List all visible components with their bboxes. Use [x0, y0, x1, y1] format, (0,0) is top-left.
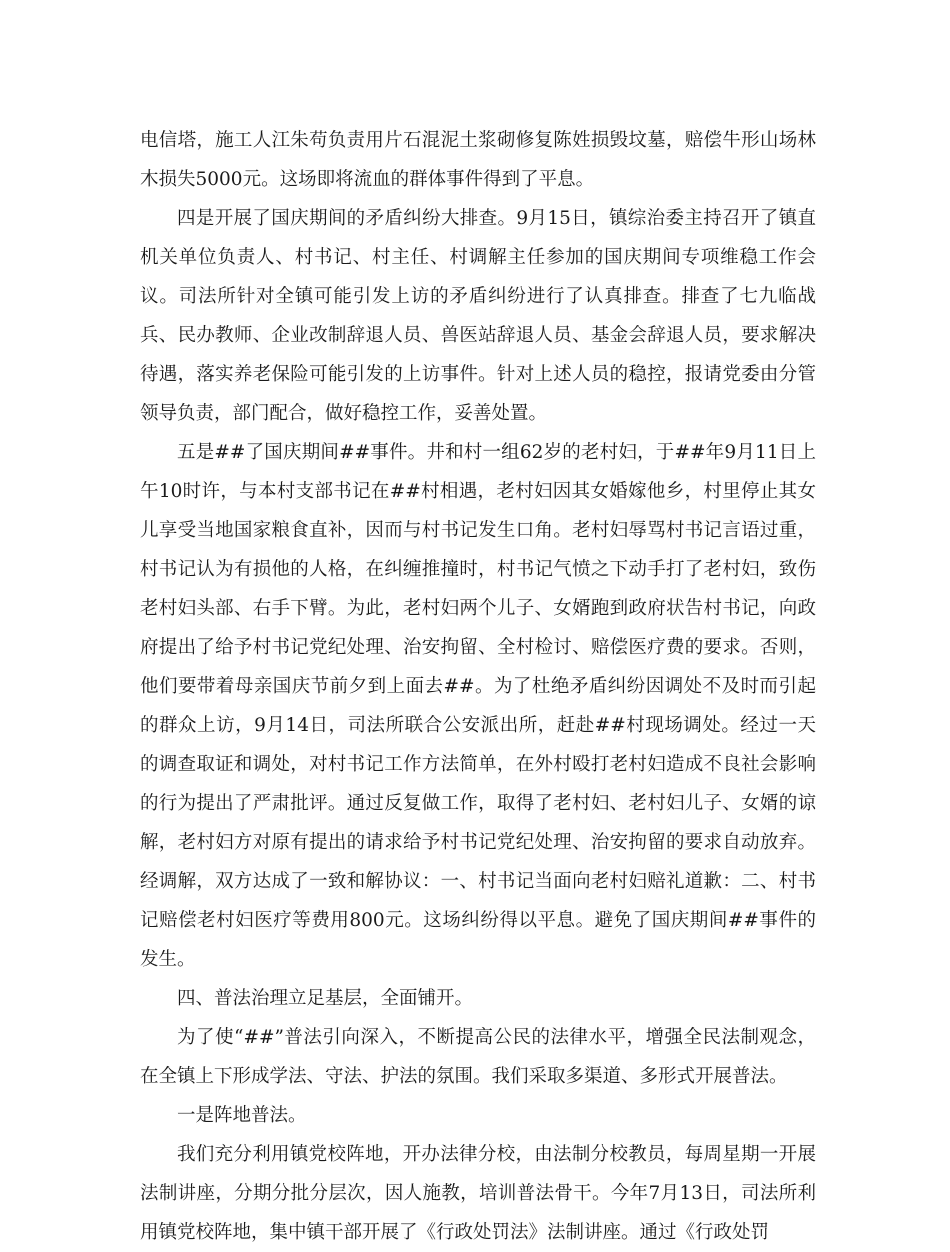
paragraph-law-education-intro: 为了使“##”普法引向深入，不断提高公民的法律水平，增强全民法制观念，在全镇上下形成学法、守法、护法的氛围。我们采取多渠道、多形式开展普法。: [140, 1027, 816, 1087]
section-heading-law-education: 四、普法治理立足基层，全面铺开。: [177, 988, 474, 1009]
subheading-venue-education: 一是阵地普法。: [177, 1105, 307, 1126]
paragraph-party-school: 我们充分利用镇党校阵地，开办法律分校，由法制分校教员，每周星期一开展法制讲座，分期分批分层次，因人施教，培训普法骨干。今年7月13日，司法所利用镇党校阵地，集中镇干部开展了《行政处罚法》法制讲座。通过《行政处罚: [140, 1144, 816, 1243]
paragraph-continuation: 电信塔，施工人江朱苟负责用片石混泥土浆砌修复陈姓损毁坟墓，赔偿牛形山场林木损失5000元。这场即将流血的群体事件得到了平息。: [140, 130, 816, 190]
document-body: [140, 121, 816, 1252]
paragraph-village-incident: 五是##了国庆期间##事件。井和村一组62岁的老村妇，于##年9月11日上午10时许，与本村支部书记在##村相遇，老村妇因其女婚嫁他乡，村里停止其女儿享受当地国家粮食直补，因而与村书记发生口角。老村妇辱骂村书记言语过重，村书记认为有损他的人格，在纠缠推撞时，村书记气愤之下动手打了老村妇，致伤老村妇头部、右手下臂。为此，老村妇两个儿子、女婿跑到政府状告村书记，向政府提出了给予村书记党纪处理、治安拘留、全村检讨、赔偿医疗费的要求。否则，他们要带着母亲国庆节前夕到上面去##。为了杜绝矛盾纠纷因调处不及时而引起的群众上访，9月14日，司法所联合公安派出所，赶赴##村现场调处。经过一天的调查取证和调处，对村书记工作方法简单，在外村殴打老村妇造成不良社会影响的行为提出了严肃批评。通过反复做工作，取得了老村妇、老村妇儿子、女婿的谅解，老村妇方对原有提出的请求给予村书记党纪处理、治安拘留的要求自动放弃。经调解，双方达成了一致和解协议：一、村书记当面向老村妇赔礼道歉：二、村书记赔偿老村妇医疗等费用800元。这场纠纷得以平息。避免了国庆期间##事件的发生。: [140, 442, 816, 970]
paragraph-dispute-survey: 四是开展了国庆期间的矛盾纠纷大排查。9月15日，镇综治委主持召开了镇直机关单位负责人、村书记、村主任、村调解主任参加的国庆期间专项维稳工作会议。司法所针对全镇可能引发上访的矛盾纠纷进行了认真排查。排查了七九临战兵、民办教师、企业改制辞退人员、兽医站辞退人员、基金会辞退人员，要求解决待遇，落实养老保险可能引发的上访事件。针对上述人员的稳控，报请党委由分管领导负责，部门配合，做好稳控工作，妥善处置。: [140, 208, 816, 424]
